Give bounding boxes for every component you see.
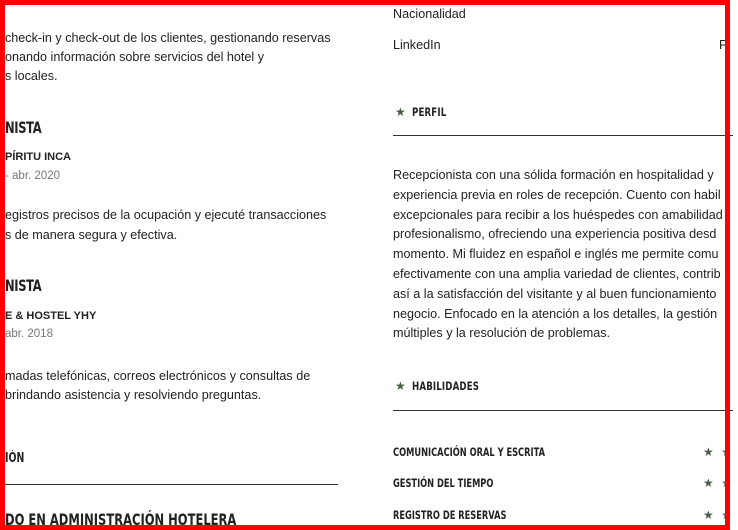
- intro-line: onando información sobre servicios del hotel y: [5, 50, 265, 64]
- profile-line: múltiples y la resolución de problemas.: [393, 326, 610, 341]
- section-divider: [393, 410, 733, 411]
- job-description-line: madas telefónicas, correos electrónicos y consultas de: [5, 369, 311, 383]
- star-icon: ★: [395, 105, 406, 119]
- job-description-line: egistros precisos de la ocupación y ejecuté transacciones: [5, 208, 327, 222]
- job-title: NISTA: [5, 276, 42, 295]
- job-description-line: brindando asistencia y resolviendo preguntas.: [5, 388, 262, 402]
- info-label-nationality: Nacionalidad: [393, 7, 466, 21]
- profile-heading: PERFIL: [412, 105, 447, 119]
- degree-title: DO EN ADMINISTRACIÓN HOTELERA: [5, 510, 237, 529]
- profile-line: así a la satisfacción del visitante y al buen funcionamiento: [393, 286, 717, 301]
- skill-name: GESTIÓN DEL TIEMPO: [393, 476, 494, 490]
- education-heading: IÓN: [5, 451, 25, 466]
- right-column: [393, 5, 734, 525]
- profile-line: excepcionales para recibir a los huéspedes con amabilidad: [393, 207, 723, 222]
- job-dates: abr. 2018: [5, 328, 53, 340]
- intro-line: check-in y check-out de los clientes, gestionando reservas: [5, 31, 331, 45]
- profile-line: negocio. Enfocado en la atención a los detalles, la gestión: [393, 306, 718, 321]
- profile-line: experiencia previa en roles de recepción. Cuento con habil: [393, 187, 721, 202]
- intro-line: s locales.: [5, 69, 58, 83]
- skill-name: COMUNICACIÓN ORAL Y ESCRITA: [393, 445, 546, 459]
- star-icon: ★: [395, 379, 406, 393]
- left-column: [5, 5, 380, 529]
- profile-line: momento. Mi fluidez en español e inglés me permite comu: [393, 247, 719, 262]
- info-label-linkedin: LinkedIn: [393, 38, 441, 52]
- job-company: E & HOSTEL YHY: [5, 310, 97, 322]
- job-description-line: s de manera segura y efectiva.: [5, 228, 178, 242]
- skills-heading: HABILIDADES: [412, 379, 480, 393]
- section-divider: [393, 135, 733, 136]
- job-company: PÍRITU INCA: [5, 151, 71, 163]
- skill-rating-stars: ★ ★: [703, 508, 734, 522]
- profile-line: efectivamente con una amplia variedad de clientes, contrib: [393, 266, 721, 281]
- job-title: NISTA: [5, 118, 42, 137]
- resume-page: [5, 5, 734, 529]
- job-dates: - abr. 2020: [5, 170, 60, 182]
- skill-rating-stars: ★ ★: [703, 476, 734, 490]
- profile-line: profesionalismo, ofreciendo una experiencia positiva desd: [393, 227, 717, 242]
- skill-name: REGISTRO DE RESERVAS: [393, 508, 507, 522]
- profile-summary: [393, 166, 738, 344]
- profile-line: Recepcionista con una sólida formación en hospitalidad y: [393, 168, 714, 182]
- info-value-linkedin[interactable]: P: [719, 38, 728, 52]
- skill-rating-stars: ★ ★: [703, 445, 734, 459]
- section-divider: [5, 484, 338, 485]
